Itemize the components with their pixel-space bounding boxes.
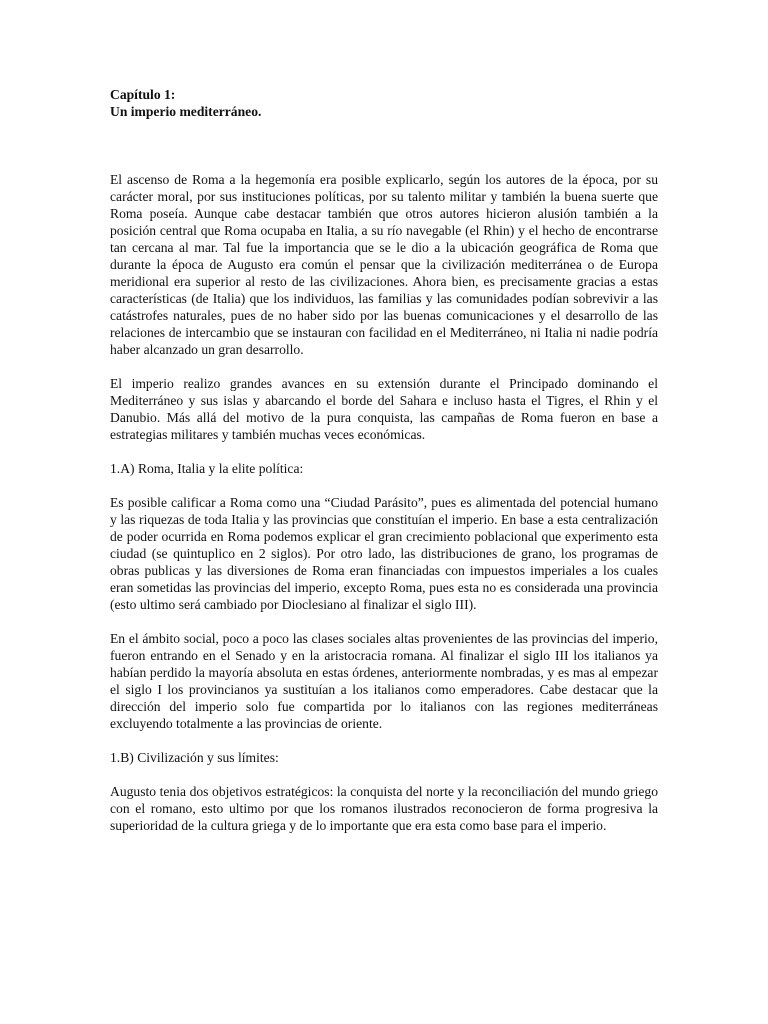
section-a-paragraph-2: En el ámbito social, poco a poco las clases sociales altas provenientes de las provincias del imperio, fueron entrando en el Senado y en la aristocracia romana. Al finalizar el siglo III los italianos ya habían perdido la mayoría absoluta en estas órdenes, anteriormente nombradas, y es mas al empezar el siglo I los provincianos ya sustituían a los italianos como emperadores. Cabe destacar que la dirección del imperio solo fue compartida por lo italianos con las regiones mediterráneas excluyendo totalmente a las provincias de oriente. [110, 631, 658, 731]
chapter-title: Un imperio mediterráneo. [110, 104, 262, 119]
chapter-label: Capítulo 1: [110, 87, 176, 102]
section-b-heading: 1.B) Civilización y sus límites: [110, 750, 279, 765]
intro-paragraph-2: El imperio realizo grandes avances en su extensión durante el Principado dominando el Mediterráneo y sus islas y abarcando el borde del Sahara e incluso hasta el Tigres, el Rhin y el Danubio. Más allá del motivo de la pura conquista, las campañas de Roma fueron en base a estrategias militares y también muchas veces económicas. [110, 376, 658, 442]
section-a-paragraph-1: Es posible calificar a Roma como una “Ciudad Parásito”, pues es alimentada del potencial humano y las riquezas de toda Italia y las provincias que constituían el imperio. En base a esta centralización de poder ocurrida en Roma podemos explicar el gran crecimiento poblacional que experimento esta ciudad (se quintuplico en 2 siglos). Por otro lado, las distribuciones de grano, los programas de obras publicas y las diversiones de Roma eran financiadas con impuestos imperiales a los cuales eran sometidas las provincias del imperio, excepto Roma, pues esta no es considerada una provincia (esto ultimo será cambiado por Dioclesiano al finalizar el siglo III). [110, 495, 658, 612]
section-b-paragraph-1: Augusto tenia dos objetivos estratégicos: la conquista del norte y la reconciliación del mundo griego con el romano, esto ultimo por que los romanos ilustrados reconocieron de forma progresiva la superioridad de la cultura griega y de lo importante que era esta como base para el imperio. [110, 784, 658, 833]
document-page [110, 86, 658, 834]
chapter-title-block [110, 86, 658, 120]
section-a-heading: 1.A) Roma, Italia y la elite política: [110, 461, 304, 476]
intro-paragraph-1: El ascenso de Roma a la hegemonía era posible explicarlo, según los autores de la época, por su carácter moral, por sus instituciones políticas, por su talento militar y también la buena suerte que Roma poseía. Aunque cabe destacar también que otros autores hicieron alusión también a la posición central que Roma ocupaba en Italia, a su río navegable (el Rhin) y el hecho de encontrarse tan cercana al mar. Tal fue la importancia que se le dio a la ubicación geográfica de Roma que durante la época de Augusto era común el pensar que la civilización mediterránea o de Europa meridional era superior al resto de las civilizaciones. Ahora bien, es precisamente gracias a estas características (de Italia) que los individuos, las familias y las comunidades podían sobrevivir a las catástrofes naturales, pues de no haber sido por las buenas comunicaciones y el desarrollo de las relaciones de intercambio que se instauran con facilidad en el Mediterráneo, ni Italia ni nadie podría haber alcanzado un gran desarrollo. [110, 172, 658, 357]
